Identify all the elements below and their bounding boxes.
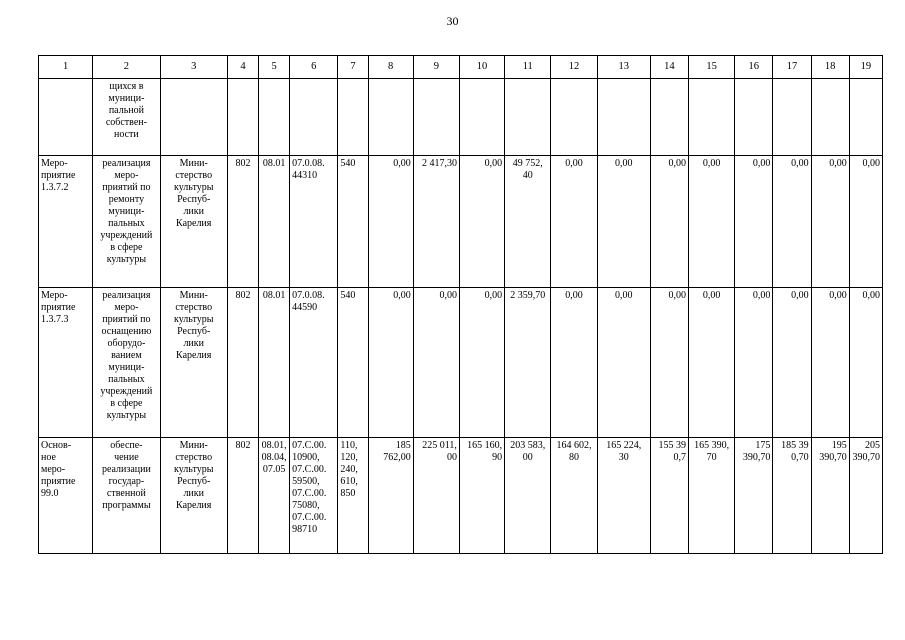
- table-cell: 540: [338, 156, 368, 288]
- table-cell: 07.0.08. 44590: [290, 288, 338, 438]
- amount-cell: 0,00: [773, 288, 811, 438]
- amount-cell: 205 390,70: [849, 438, 882, 554]
- amount-cell: 195 390,70: [811, 438, 849, 554]
- column-header: 2: [93, 56, 160, 79]
- column-header: 4: [227, 56, 258, 79]
- column-header: 11: [505, 56, 551, 79]
- amount-cell: 164 602, 80: [551, 438, 597, 554]
- table-cell: 802: [227, 156, 258, 288]
- column-header: 7: [338, 56, 368, 79]
- table-cell: 07.С.00. 10900, 07.С.00. 59500, 07.С.00. 75080, 07.С.00. 98710: [290, 438, 338, 554]
- executor-cell: Мини- стерство культуры Респуб- лики Карелия: [160, 438, 227, 554]
- column-header: 10: [459, 56, 504, 79]
- column-header: 8: [368, 56, 413, 79]
- page-number: 30: [446, 14, 459, 28]
- event-name-cell: обеспе- чение реализации государ- ственной программы: [93, 438, 160, 554]
- amount-cell: 155 39 0,7: [650, 438, 688, 554]
- amount-cell: 2 417,30: [413, 156, 459, 288]
- event-name-cell: реализация меро- приятий по оснащению оборудо- ванием муници- пальных учреждений в сфере культуры: [93, 288, 160, 438]
- table-cell: [290, 79, 338, 156]
- table-cell: 07.0.08. 44310: [290, 156, 338, 288]
- amount-cell: 0,00: [368, 156, 413, 288]
- amount-cell: 0,00: [811, 288, 849, 438]
- amount-cell: 165 224, 30: [597, 438, 650, 554]
- amount-cell: 165 160, 90: [459, 438, 504, 554]
- amount-cell: [773, 79, 811, 156]
- amount-cell: [849, 79, 882, 156]
- amount-cell: [811, 79, 849, 156]
- amount-cell: 0,00: [597, 156, 650, 288]
- column-header: 16: [735, 56, 773, 79]
- amount-cell: 49 752, 40: [505, 156, 551, 288]
- amount-cell: 0,00: [650, 288, 688, 438]
- amount-cell: 175 390,70: [735, 438, 773, 554]
- column-header: 12: [551, 56, 597, 79]
- event-code-cell: Основ- ное меро- приятие 99.0: [39, 438, 93, 554]
- column-header: 18: [811, 56, 849, 79]
- amount-cell: 0,00: [551, 288, 597, 438]
- column-header: 15: [689, 56, 735, 79]
- table-row: [39, 288, 883, 438]
- amount-cell: 0,00: [368, 288, 413, 438]
- amount-cell: [413, 79, 459, 156]
- amount-cell: [551, 79, 597, 156]
- amount-cell: [689, 79, 735, 156]
- budget-table: [38, 55, 883, 554]
- amount-cell: [650, 79, 688, 156]
- column-header: 17: [773, 56, 811, 79]
- amount-cell: 0,00: [773, 156, 811, 288]
- event-name-cell: щихся в муници- пальной собствен- ности: [93, 79, 160, 156]
- executor-cell: Мини- стерство культуры Респуб- лики Карелия: [160, 288, 227, 438]
- amount-cell: [505, 79, 551, 156]
- amount-cell: 225 011, 00: [413, 438, 459, 554]
- amount-cell: 0,00: [551, 156, 597, 288]
- amount-cell: 0,00: [811, 156, 849, 288]
- table-cell: 110, 120, 240, 610, 850: [338, 438, 368, 554]
- amount-cell: 0,00: [413, 288, 459, 438]
- table-cell: [259, 79, 290, 156]
- amount-cell: 0,00: [689, 156, 735, 288]
- amount-cell: [735, 79, 773, 156]
- amount-cell: 203 583, 00: [505, 438, 551, 554]
- column-header: 3: [160, 56, 227, 79]
- amount-cell: 0,00: [689, 288, 735, 438]
- column-header: 13: [597, 56, 650, 79]
- amount-cell: 2 359,70: [505, 288, 551, 438]
- amount-cell: 0,00: [459, 156, 504, 288]
- executor-cell: [160, 79, 227, 156]
- column-header: 14: [650, 56, 688, 79]
- column-header: 1: [39, 56, 93, 79]
- table-cell: 802: [227, 438, 258, 554]
- amount-cell: 0,00: [650, 156, 688, 288]
- executor-cell: Мини- стерство культуры Респуб- лики Карелия: [160, 156, 227, 288]
- event-name-cell: реализация меро- приятий по ремонту муници- пальных учреждений в сфере культуры: [93, 156, 160, 288]
- event-code-cell: Меро- приятие 1.3.7.3: [39, 288, 93, 438]
- amount-cell: 0,00: [735, 288, 773, 438]
- amount-cell: 0,00: [849, 288, 882, 438]
- column-header: 19: [849, 56, 882, 79]
- amount-cell: [368, 79, 413, 156]
- table-cell: 802: [227, 288, 258, 438]
- table-cell: 08.01: [259, 156, 290, 288]
- table-cell: 540: [338, 288, 368, 438]
- header-row: [39, 56, 883, 79]
- amount-cell: [597, 79, 650, 156]
- amount-cell: 185 39 0,70: [773, 438, 811, 554]
- event-code-cell: [39, 79, 93, 156]
- table-row: [39, 438, 883, 554]
- amount-cell: [459, 79, 504, 156]
- table-cell: [227, 79, 258, 156]
- table-cell: 08.01, 08.04, 07.05: [259, 438, 290, 554]
- column-header: 6: [290, 56, 338, 79]
- table-row: [39, 79, 883, 156]
- amount-cell: 0,00: [735, 156, 773, 288]
- column-header: 5: [259, 56, 290, 79]
- column-header: 9: [413, 56, 459, 79]
- table-cell: 08.01: [259, 288, 290, 438]
- table-row: [39, 156, 883, 288]
- amount-cell: 185 762,00: [368, 438, 413, 554]
- amount-cell: 0,00: [597, 288, 650, 438]
- amount-cell: 0,00: [849, 156, 882, 288]
- amount-cell: 0,00: [459, 288, 504, 438]
- event-code-cell: Меро- приятие 1.3.7.2: [39, 156, 93, 288]
- table-cell: [338, 79, 368, 156]
- amount-cell: 165 390, 70: [689, 438, 735, 554]
